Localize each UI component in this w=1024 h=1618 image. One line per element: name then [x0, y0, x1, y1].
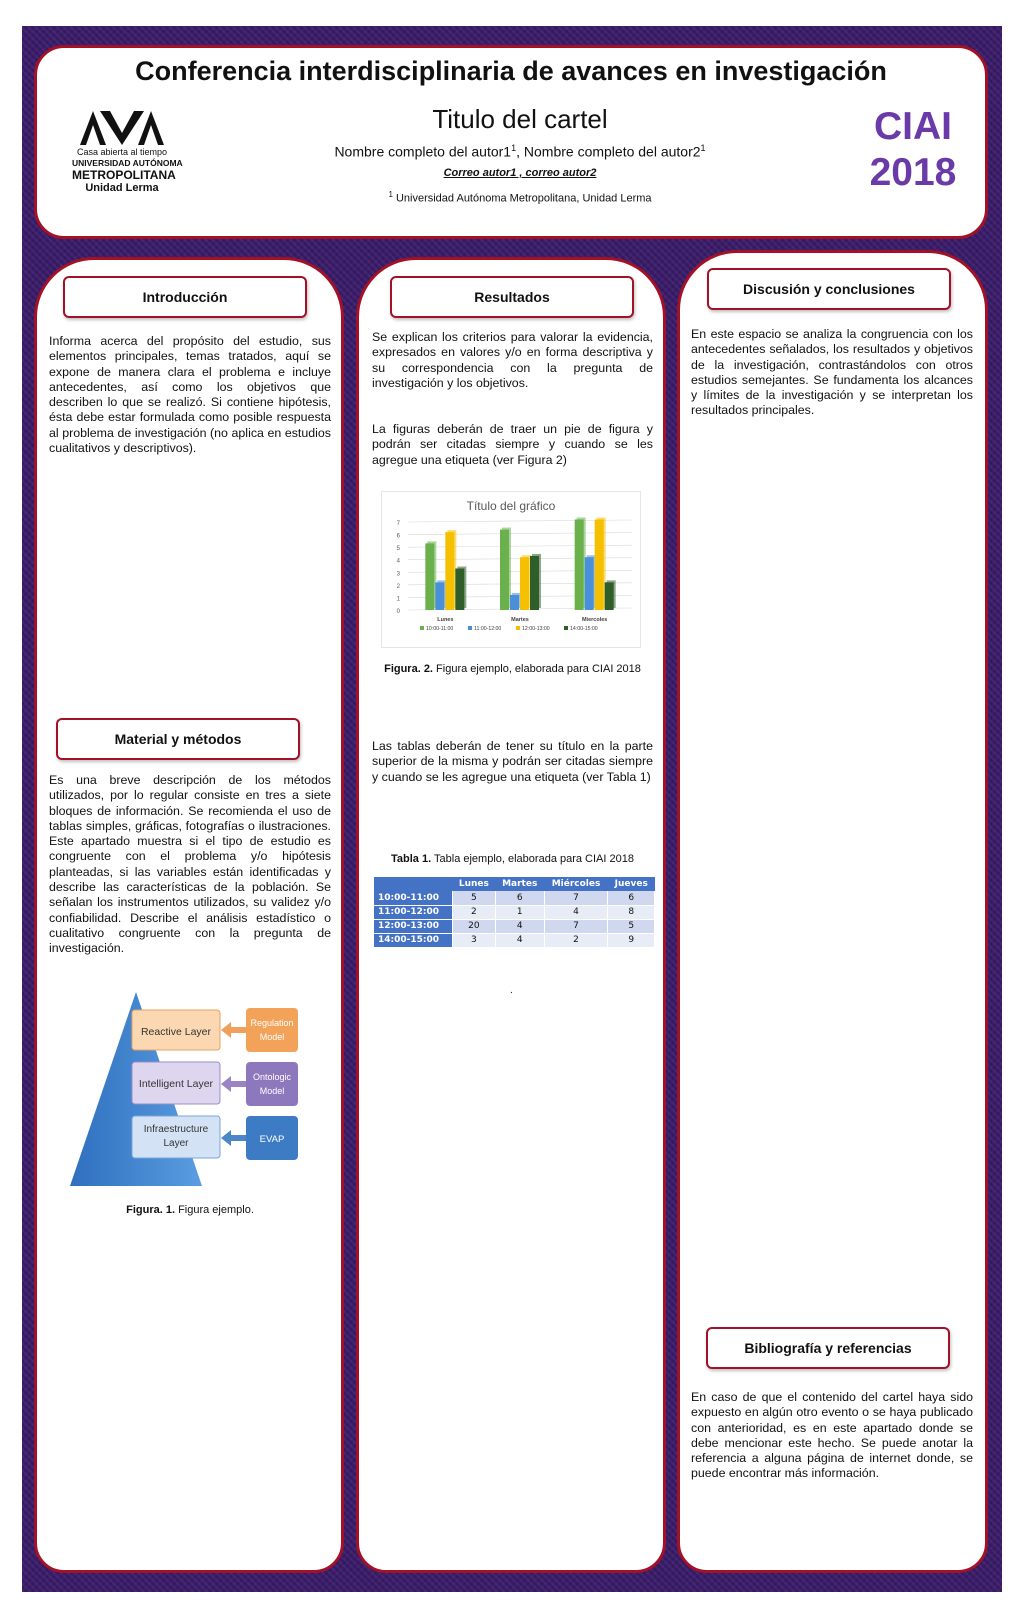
table-cell: 4	[495, 933, 544, 947]
chart-ytick-label: 5	[396, 546, 400, 553]
chart-ytick-label: 2	[396, 583, 400, 590]
table1	[374, 877, 655, 948]
affiliation-sup: 1	[388, 190, 393, 199]
table-cell: 2	[452, 905, 495, 919]
email1-link[interactable]: Correo autor1	[443, 167, 517, 179]
table-header-cell: Miércoles	[544, 877, 608, 891]
discusion-text: En este espacio se analiza la congruencia con los antecedentes señalados, los resultados y objetivos de la investigación, contrastándolos con otros estudios semejantes. Se fundamenta los alcances y límites de la investigación y se interpretan los resultados principales.	[691, 327, 973, 418]
chart-bar	[585, 557, 594, 610]
chart-legend-swatch	[564, 626, 568, 630]
table-cell: 4	[544, 905, 608, 919]
table-row-header: 11:00-12:00	[374, 905, 452, 919]
introduccion-text: Informa acerca del propósito del estudio, sus elementos principales, temas tratados, aquí se expone de manera clara el problema e incluye antecedentes, así como los objetivos que describen lo que se realizó. Si contiene hipótesis, ésta debe estar formulada como posible respuesta al problema de investigación (no aplica en estudios cualitativos y descriptivos).	[49, 334, 331, 456]
ciai-line2: 2018	[869, 151, 957, 194]
chart-legend-swatch	[468, 626, 472, 630]
chart-bar	[575, 519, 584, 610]
table-cell: 2	[544, 933, 608, 947]
author-line	[300, 143, 740, 160]
layer-label-infra-2: Layer	[163, 1138, 189, 1149]
table-header-cell: Jueves	[608, 877, 655, 891]
uam-logo-icon	[80, 111, 164, 145]
table-cell: 6	[608, 891, 655, 905]
logo-line1: Casa abierta al tiempo	[76, 147, 168, 157]
table-row-header: 10:00-11:00	[374, 891, 452, 905]
table-cell: 1	[495, 905, 544, 919]
email-line	[300, 167, 740, 179]
table-cell: 7	[544, 919, 608, 933]
table1-wrap	[374, 877, 655, 948]
table-row	[374, 933, 655, 947]
layer-label-reactive: Reactive Layer	[140, 1026, 212, 1038]
chart-ytick-label: 3	[396, 571, 400, 578]
chart-bar	[520, 557, 529, 610]
table-row-header: 12:00-13:00	[374, 919, 452, 933]
author-separator: ,	[516, 143, 524, 160]
model-label-ontologic-2: Model	[259, 1086, 285, 1096]
table-cell: 6	[495, 891, 544, 905]
model-label-regulation-1: Regulation	[250, 1018, 294, 1028]
table1-caption-label: Tabla 1.	[391, 853, 432, 865]
uam-logo	[72, 111, 183, 201]
resultados-text-2: La figuras deberán de traer un pie de figura y podrán ser citadas siempre y cuando se les agregue una etiqueta (ver Figura 2)	[372, 422, 653, 467]
figure1-caption-label: Figura. 1.	[126, 1204, 176, 1216]
model-box-regulation	[246, 1008, 298, 1052]
chart-bar	[595, 519, 604, 610]
author2-name: Nombre completo del autor2	[523, 143, 701, 160]
affiliation	[300, 190, 740, 205]
resultados-text-3: Las tablas deberán de tener su título en la parte superior de la misma y podrán ser citadas siempre y cuando se les agregue una etiqueta (ver Tabla 1)	[372, 739, 653, 784]
column-right	[677, 250, 988, 1573]
chart-category-label: Martes	[511, 617, 529, 623]
author1-sup: 1	[511, 143, 517, 153]
author1-name: Nombre completo del autor1	[334, 143, 512, 160]
resultados-text-1: Se explican los criterios para valorar la evidencia, expresados en valores y/o en forma descriptiva y su correspondencia con la pregunta de investigación y los objetivos.	[372, 330, 653, 390]
chart-legend-swatch	[516, 626, 520, 630]
ciai-badge	[858, 104, 968, 196]
figure1-diagram	[60, 988, 310, 1188]
table-cell: 4	[495, 919, 544, 933]
section-title-resultados: Resultados	[390, 276, 634, 318]
chart-bar	[455, 569, 464, 610]
section-title-bibliografia: Bibliografía y referencias	[706, 1327, 950, 1369]
section-title-discusion: Discusión y conclusiones	[707, 268, 951, 310]
chart-ytick-label: 7	[396, 521, 400, 527]
chart-ytick-label: 0	[396, 609, 400, 615]
figure1-caption	[49, 1204, 331, 1216]
chart-bar	[605, 582, 614, 610]
chart-bar	[425, 543, 434, 610]
ciai-line1: CIAI	[874, 105, 952, 148]
bibliografia-text: En caso de que el contenido del cartel haya sido expuesto en algún otro evento o se haya publicado con anterioridad, es en este apartado donde se debe mencionar este hecho. Se puede anotar la referencia a alguna página de internet donde, se puede encontrar más información.	[691, 1390, 973, 1481]
chart-bar	[530, 556, 539, 610]
author2-sup: 1	[700, 143, 706, 153]
logo-line3: METROPOLITANA	[72, 168, 176, 182]
chart-legend-label: 12:00-13:00	[522, 626, 550, 632]
table-header-row	[374, 877, 655, 891]
table1-caption	[372, 853, 653, 865]
table-cell: 5	[452, 891, 495, 905]
model-label-evap: EVAP	[259, 1134, 285, 1145]
chart-svg	[382, 492, 640, 647]
table-cell: 3	[452, 933, 495, 947]
model-label-ontologic-1: Ontologic	[252, 1072, 292, 1082]
chart-legend-swatch	[420, 626, 424, 630]
chart-bar	[510, 595, 519, 610]
layer-box-infra	[132, 1116, 220, 1158]
table-row	[374, 919, 655, 933]
chart-ytick-label: 6	[396, 533, 400, 540]
chart-bar	[445, 532, 454, 610]
chart-bar	[500, 530, 509, 610]
table-header-cell: Lunes	[452, 877, 495, 891]
model-box-ontologic	[246, 1062, 298, 1106]
chart-category-label: Miercoles	[581, 617, 608, 623]
table-cell: 5	[608, 919, 655, 933]
logo-line4: Unidad Lerma	[85, 182, 159, 194]
figure1-caption-text: Figura ejemplo.	[175, 1204, 254, 1216]
material-text: Es una breve descripción de los métodos utilizados, por lo regular consiste en tres a siete bloques de información. Se recomienda el uso de tablas simples, gráficas, fotografías o ilustraciones. Este apartado muestra si el tipo de estudio es congruente con el problema y/o hipótesis planteadas, si las variables están identificadas y describe las características de la población. Se señalan los instrumentos utilizados, su validez y/o confiabilidad. Describe el análisis estadístico o cualitativo congruente con la pregunta de investigación.	[49, 773, 331, 956]
table1-caption-text: Tabla ejemplo, elaborada para CIAI 2018	[431, 853, 634, 865]
figure2-caption	[372, 663, 653, 675]
table-cell: 9	[608, 933, 655, 947]
figure2-chart	[381, 491, 641, 648]
stray-dot: .	[510, 985, 513, 996]
chart-category-label: Lunes	[437, 617, 454, 623]
section-title-introduccion: Introducción	[63, 276, 307, 318]
conference-title: Conferencia interdisciplinaria de avances en investigación	[135, 56, 887, 86]
table-header-cell	[374, 877, 452, 891]
figure2-caption-text: Figura ejemplo, elaborada para CIAI 2018	[433, 663, 641, 675]
layer-label-intelligent: Intelligent Layer	[138, 1078, 214, 1090]
chart-ytick-label: 4	[396, 558, 400, 565]
figure2-caption-label: Figura. 2.	[384, 663, 433, 675]
table-cell: 7	[544, 891, 608, 905]
chart-bar	[435, 582, 444, 610]
affiliation-text: Universidad Autónoma Metropolitana, Unidad Lerma	[392, 192, 652, 205]
chart-legend-label: 10:00-11:00	[426, 626, 454, 632]
poster-title: Titulo del cartel	[432, 104, 608, 134]
chart-title: Título del gráfico	[466, 499, 556, 513]
table-cell: 8	[608, 905, 655, 919]
table-cell: 20	[452, 919, 495, 933]
chart-legend-label: 11:00-12:00	[474, 626, 502, 632]
email-separator: ,	[516, 167, 526, 179]
section-title-material: Material y métodos	[56, 718, 300, 760]
table-row-header: 14:00-15:00	[374, 933, 452, 947]
table-header-cell: Martes	[495, 877, 544, 891]
email2-link[interactable]: correo autor2	[525, 167, 597, 179]
chart-ytick-label: 1	[396, 596, 400, 603]
layer-label-infra-1: Infraestructure	[143, 1124, 209, 1135]
chart-legend-label: 14:00-15:00	[570, 626, 598, 632]
table-row	[374, 905, 655, 919]
model-label-regulation-2: Model	[259, 1032, 285, 1042]
logo-line2: UNIVERSIDAD AUTÓNOMA	[72, 158, 183, 168]
table-row	[374, 891, 655, 905]
